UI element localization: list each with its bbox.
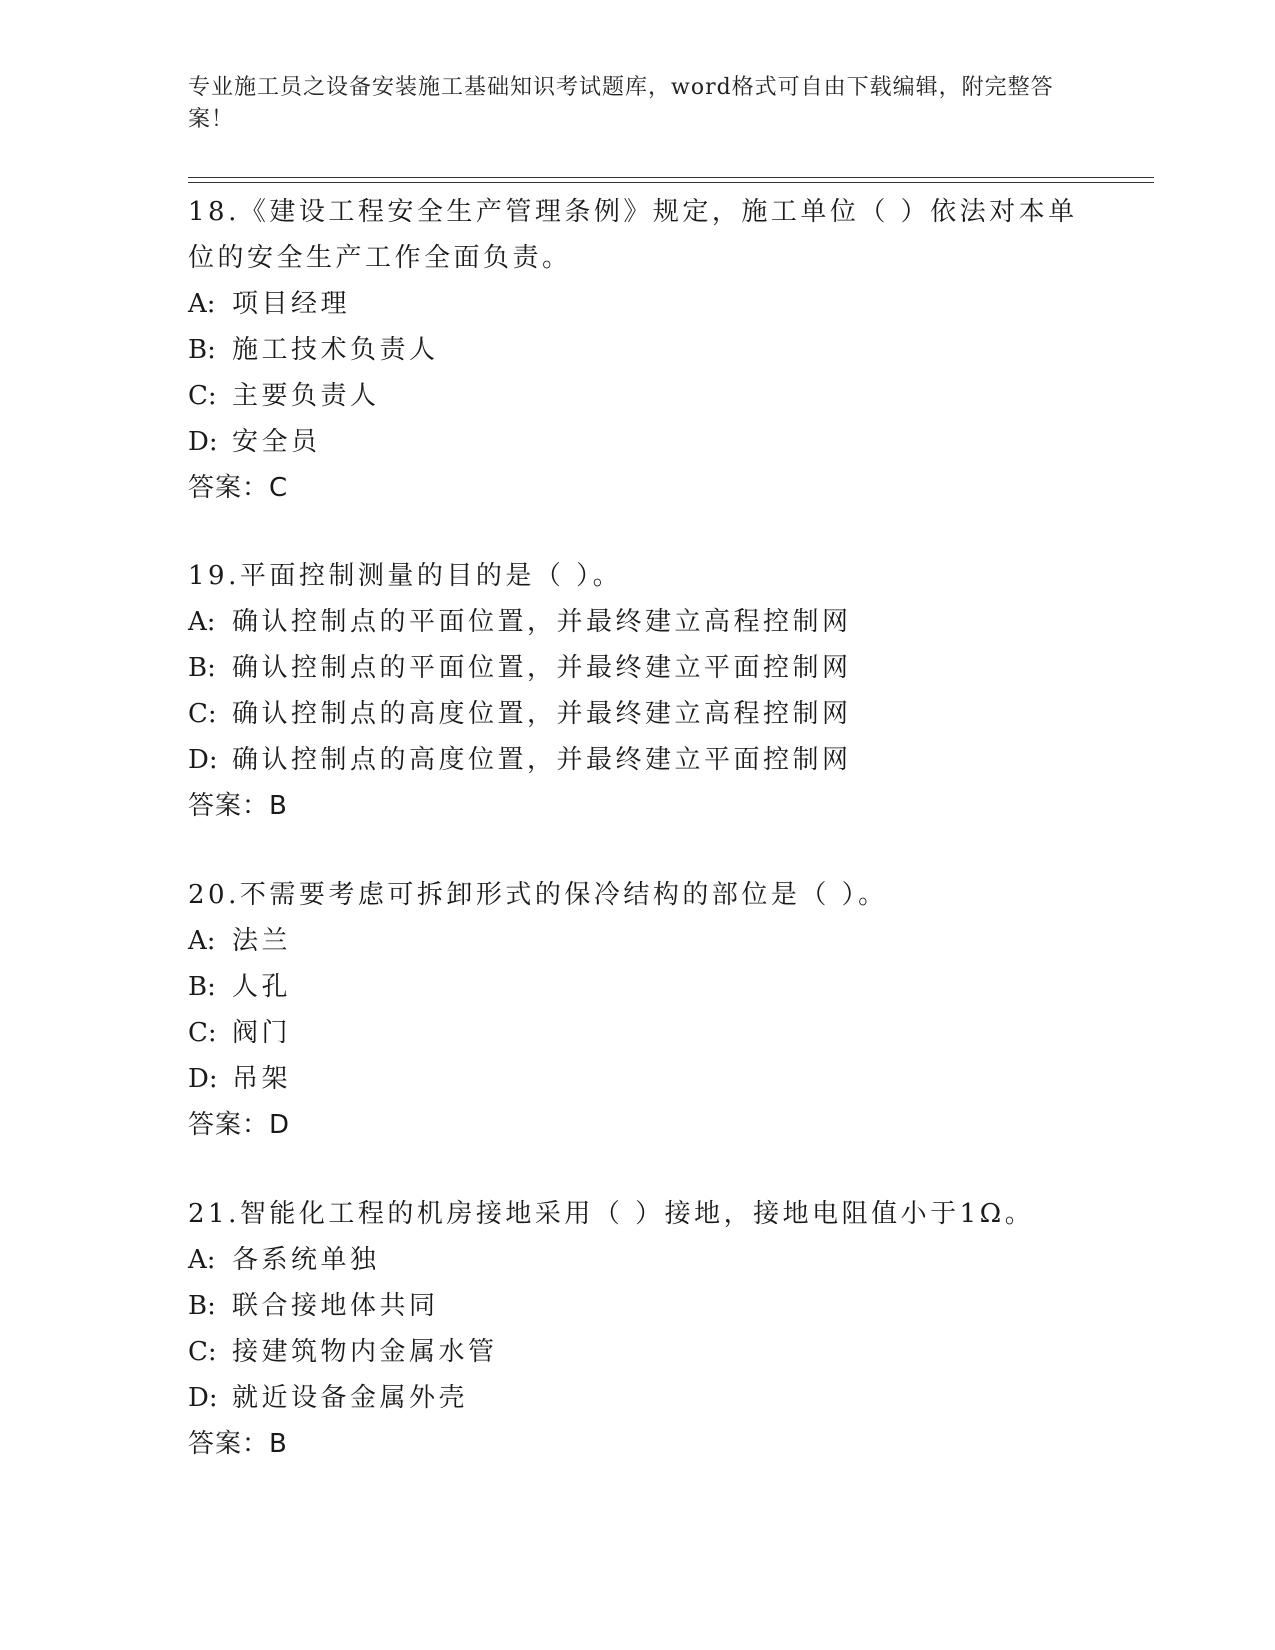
option-text: 人孔 — [232, 972, 292, 1002]
option-letter: C: — [188, 1337, 217, 1367]
option-c — [188, 373, 1088, 419]
answer-line: 答案：B — [188, 1429, 288, 1459]
option-letter: B: — [188, 653, 216, 683]
option-text: 施工技术负责人 — [232, 335, 439, 365]
option-letter: D: — [188, 1064, 218, 1094]
option-letter: A: — [188, 926, 216, 956]
document-header — [188, 72, 1068, 136]
option-text: 联合接地体共同 — [232, 1291, 439, 1321]
question-18 — [188, 189, 1088, 511]
option-letter: C: — [188, 381, 217, 411]
option-letter: B: — [188, 335, 216, 365]
option-d — [188, 1056, 1088, 1102]
option-letter: B: — [188, 1291, 216, 1321]
option-letter: D: — [188, 745, 218, 775]
header-divider-top — [188, 177, 1154, 178]
option-a — [188, 281, 1088, 327]
option-text: 就近设备金属外壳 — [232, 1383, 469, 1413]
option-text: 确认控制点的平面位置，并最终建立平面控制网 — [232, 653, 852, 683]
option-text: 阀门 — [232, 1018, 292, 1048]
option-a — [188, 918, 1088, 964]
option-text: 安全员 — [232, 427, 321, 457]
header-divider-bottom — [188, 182, 1154, 183]
option-text: 接建筑物内金属水管 — [232, 1337, 498, 1367]
option-d — [188, 737, 1088, 783]
option-b — [188, 327, 1088, 373]
option-c — [188, 1010, 1088, 1056]
option-d — [188, 1375, 1088, 1421]
option-text: 确认控制点的高度位置，并最终建立高程控制网 — [232, 699, 852, 729]
question-20 — [188, 872, 1088, 1148]
option-text: 法兰 — [232, 926, 292, 956]
answer-line: 答案：B — [188, 791, 288, 821]
answer-line: 答案：D — [188, 1110, 291, 1140]
option-letter: C: — [188, 1018, 217, 1048]
option-b — [188, 1283, 1088, 1329]
question-19 — [188, 553, 1088, 829]
option-text: 确认控制点的平面位置，并最终建立高程控制网 — [232, 607, 852, 637]
option-d — [188, 419, 1088, 465]
option-b — [188, 645, 1088, 691]
option-letter: D: — [188, 1383, 218, 1413]
option-text: 确认控制点的高度位置，并最终建立平面控制网 — [232, 745, 852, 775]
option-letter: C: — [188, 699, 217, 729]
question-stem: 20.不需要考虑可拆卸形式的保冷结构的部位是（ ）。 — [188, 880, 888, 910]
option-letter: A: — [188, 607, 216, 637]
option-c — [188, 691, 1088, 737]
answer-line: 答案：C — [188, 473, 289, 503]
option-letter: A: — [188, 289, 216, 319]
option-text: 主要负责人 — [232, 381, 380, 411]
option-a — [188, 599, 1088, 645]
option-letter: A: — [188, 1245, 216, 1275]
option-letter: D: — [188, 427, 218, 457]
question-stem: 19.平面控制测量的目的是（ ）。 — [188, 561, 623, 591]
option-b — [188, 964, 1088, 1010]
option-text: 项目经理 — [232, 289, 351, 319]
header-text: 专业施工员之设备安装施工基础知识考试题库，word格式可自由下载编辑，附完整答案！ — [188, 75, 1054, 132]
option-text: 各系统单独 — [232, 1245, 380, 1275]
option-a — [188, 1237, 1088, 1283]
question-stem: 21.智能化工程的机房接地采用（ ）接地，接地电阻值小于1Ω。 — [188, 1199, 1035, 1229]
question-stem: 18.《建设工程安全生产管理条例》规定，施工单位（ ）依法对本单位的安全生产工作全面负责。 — [188, 197, 1078, 273]
question-21 — [188, 1191, 1088, 1467]
option-text: 吊架 — [232, 1064, 292, 1094]
option-letter: B: — [188, 972, 216, 1002]
option-c — [188, 1329, 1088, 1375]
